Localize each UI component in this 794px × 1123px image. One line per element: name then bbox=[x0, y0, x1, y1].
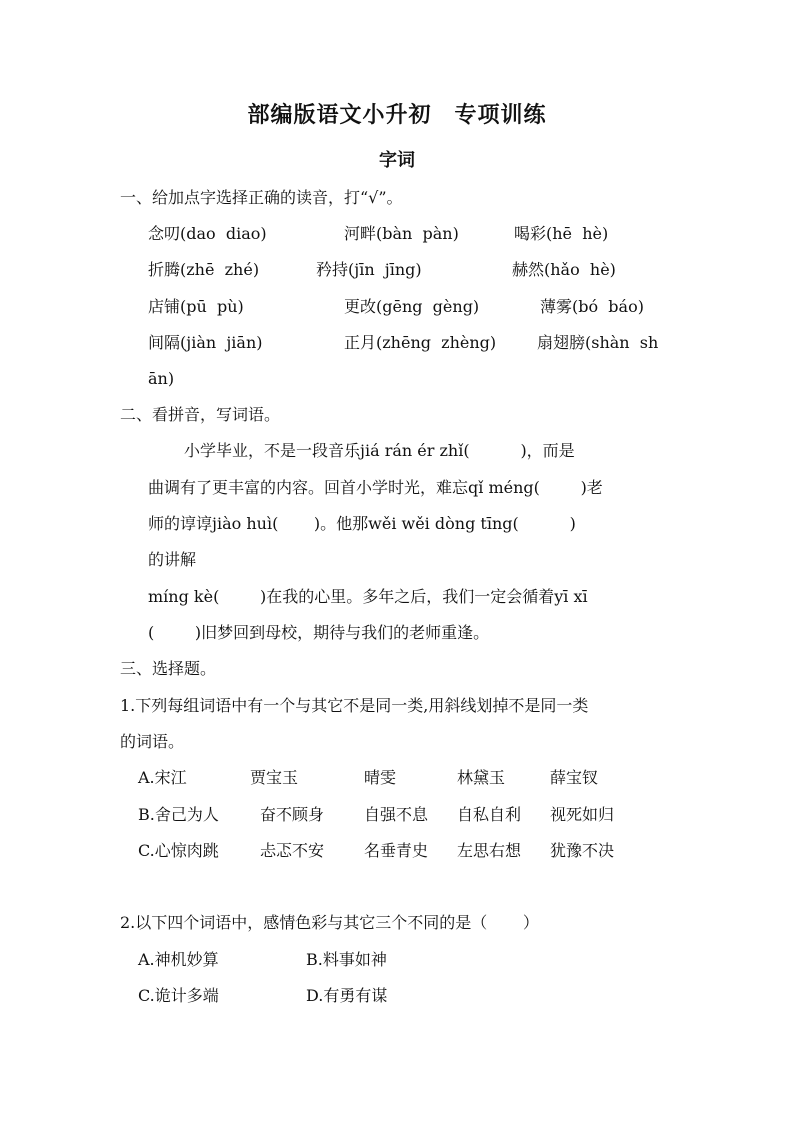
section2-heading: 二、看拼音，写词语。 bbox=[120, 405, 281, 424]
word-option: 奋不顾身 bbox=[260, 805, 325, 824]
pinyin-item: 店铺(pū pù) bbox=[148, 297, 244, 316]
page-subtitle: 字词 bbox=[379, 150, 415, 171]
section1-heading: 一、给加点字选择正确的读音，打“√”。 bbox=[120, 188, 403, 207]
word-option: 左思右想 bbox=[457, 841, 522, 860]
pinyin-item: 喝彩(hē hè) bbox=[514, 224, 609, 243]
word-option: 忐忑不安 bbox=[260, 841, 325, 860]
word-option: 贾宝玉 bbox=[250, 768, 299, 787]
pinyin-item: 扇翅膀(shàn sh bbox=[537, 333, 659, 352]
section3-heading: 三、选择题。 bbox=[120, 659, 217, 678]
word-option: 视死如归 bbox=[550, 805, 615, 824]
passage-line: 师的谆谆jiào huì( )。他那wěi wěi dòng tīng( ) bbox=[148, 514, 576, 533]
pinyin-item: 矜持(jīn jīng) bbox=[316, 260, 422, 279]
passage-line: 小学毕业，不是一段音乐jiá rán ér zhǐ( )，而是 bbox=[184, 441, 575, 460]
word-option: 林黛玉 bbox=[457, 768, 506, 787]
word-option: 薛宝钗 bbox=[550, 768, 599, 787]
word-option: 自强不息 bbox=[364, 805, 429, 824]
passage-line: 曲调有了更丰富的内容。回首小学时光，难忘qǐ méng( )老 bbox=[148, 478, 603, 497]
passage-line: 的讲解 bbox=[148, 550, 197, 569]
word-option: A.宋江 bbox=[138, 768, 187, 787]
passage-line: míng kè( )在我的心里。多年之后，我们一定会循着yī xī bbox=[148, 587, 588, 606]
answer-option: B.料事如神 bbox=[306, 950, 387, 969]
page-title: 部编版语文小升初 专项训练 bbox=[247, 102, 547, 128]
pinyin-wrap: ān) bbox=[148, 369, 175, 388]
pinyin-item: 薄雾(bó báo) bbox=[540, 297, 644, 316]
pinyin-item: 折腾(zhē zhé) bbox=[148, 260, 260, 279]
word-option: 犹豫不决 bbox=[550, 841, 615, 860]
pinyin-item: 正月(zhēng zhèng) bbox=[344, 333, 497, 352]
word-option: 自私自利 bbox=[457, 805, 522, 824]
question-1: 1.下列每组词语中有一个与其它不是同一类,用斜线划掉不是同一类 bbox=[120, 696, 589, 715]
question-1-cont: 的词语。 bbox=[120, 732, 185, 751]
answer-option: C.诡计多端 bbox=[138, 986, 219, 1005]
pinyin-item: 河畔(bàn pàn) bbox=[344, 224, 459, 243]
word-option: 名垂青史 bbox=[364, 841, 429, 860]
pinyin-item: 间隔(jiàn jiān) bbox=[148, 333, 263, 352]
answer-option: A.神机妙算 bbox=[138, 950, 219, 969]
pinyin-item: 赫然(hǎo hè) bbox=[512, 260, 616, 279]
pinyin-item: 念叨(dao diao) bbox=[148, 224, 267, 243]
passage-line: ( )旧梦回到母校，期待与我们的老师重逢。 bbox=[148, 623, 490, 642]
word-option: B.舍己为人 bbox=[138, 805, 219, 824]
pinyin-item: 更改(gēng gèng) bbox=[344, 297, 480, 316]
answer-option: D.有勇有谋 bbox=[306, 986, 388, 1005]
word-option: 晴雯 bbox=[364, 768, 397, 787]
word-option: C.心惊肉跳 bbox=[138, 841, 219, 860]
question-2: 2.以下四个词语中，感情色彩与其它三个不同的是（ ） bbox=[120, 913, 539, 932]
